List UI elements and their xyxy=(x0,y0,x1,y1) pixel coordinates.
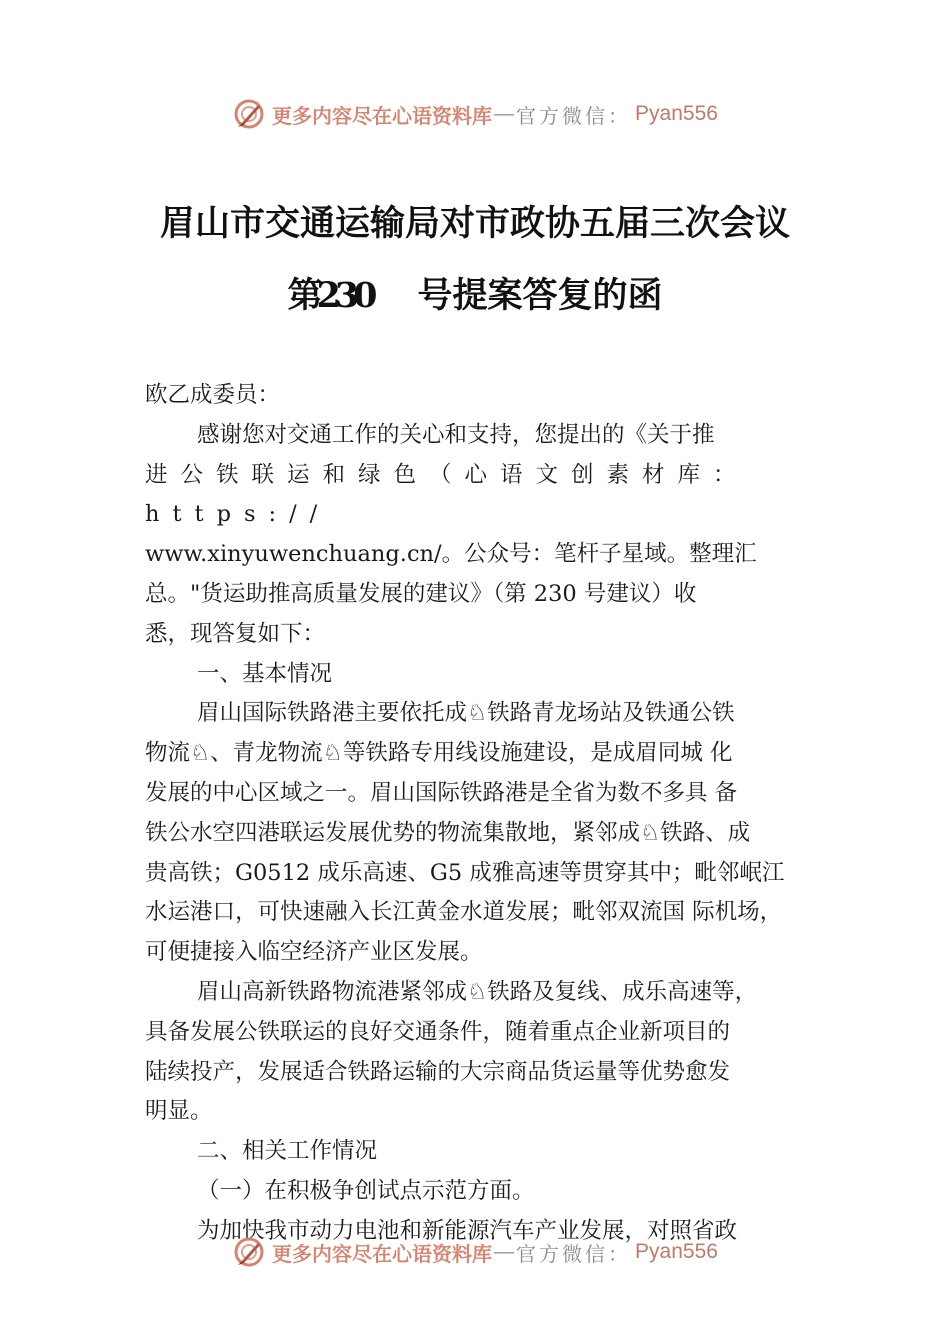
section1-p1-line-4: 铁公水空四港联运发展优势的物流集散地，紧邻成♘铁路、成 xyxy=(145,819,751,846)
header-banner xyxy=(0,94,950,134)
banner-wechat-id: Pyan556 xyxy=(635,102,718,125)
document-title-rest: 号提案答复的函 xyxy=(417,275,663,316)
banner-brand-text: 更多内容尽在心语资料库 xyxy=(272,1241,493,1266)
section1-p2-line-2: 具备发展公铁联运的良好交通条件，随着重点企业新项目的 xyxy=(145,1018,731,1045)
section1-p2-line-4: 明显。 xyxy=(145,1098,213,1125)
section1-p1-line-6: 水运港口，可快速融入长江黄金水道发展；毗邻双流国 际机场， xyxy=(145,899,783,926)
section1-p1-line-7: 可便捷接入临空经济产业区发展。 xyxy=(145,939,483,966)
brand-logo-icon xyxy=(232,97,266,131)
banner-dash: — xyxy=(494,102,515,125)
intro-line-1: 感谢您对交通工作的关心和支持，您提出的《关于推 xyxy=(197,421,715,448)
banner-wechat-label: 官方微信： xyxy=(516,103,632,128)
banner-dash: — xyxy=(494,1240,515,1263)
document-title-line1: 眉山市交通运输局对市政协五届三次会议 xyxy=(159,203,790,244)
section2-heading: 二、相关工作情况 xyxy=(197,1138,378,1165)
section1-p1-line-2: 物流♘、青龙物流♘等铁路专用线设施建设，是成眉同城 化 xyxy=(145,740,733,767)
intro-line-3: www.xinyuwenchuang.cn/。公众号：笔杆子星域。整理汇 xyxy=(145,541,757,568)
section2-subheading-1: （一）在积极争创试点示范方面。 xyxy=(197,1177,535,1204)
footer-banner xyxy=(0,1232,950,1272)
intro-line-4: 总。"货运助推高质量发展的建议》（第 230 号建议）收 xyxy=(145,580,697,607)
intro-line-5: 悉，现答复如下： xyxy=(145,620,326,647)
section1-p1-line-3: 发展的中心区域之一。眉山国际铁路港是全省为数不多具 备 xyxy=(145,779,738,806)
banner-brand-text: 更多内容尽在心语资料库 xyxy=(272,103,493,128)
brand-logo-icon xyxy=(232,1235,266,1269)
section1-p2-line-3: 陆续投产，发展适合铁路运输的大宗商品货运量等优势愈发 xyxy=(145,1058,731,1085)
section1-heading: 一、基本情况 xyxy=(197,660,333,687)
section1-p1-line-5: 贵高铁；G0512 成乐高速、G5 成雅高速等贯穿其中；毗邻岷江 xyxy=(145,859,785,886)
banner-wechat-id: Pyan556 xyxy=(635,1240,718,1263)
document-body xyxy=(145,376,835,1252)
section1-p2-line-1: 眉山高新铁路物流港紧邻成♘铁路及复线、成乐高速等， xyxy=(197,978,758,1005)
section2-p1-line-1: 为加快我市动力电池和新能源汽车产业发展，对照省政 xyxy=(197,1217,738,1244)
banner-wechat-label: 官方微信： xyxy=(516,1241,632,1266)
document-title-line2 xyxy=(0,268,950,318)
section1-p1-line-1: 眉山国际铁路港主要依托成♘铁路青龙场站及铁通公铁 xyxy=(197,700,735,727)
document-title-number: 第230 xyxy=(287,275,372,316)
salutation: 欧乙成委员： xyxy=(145,382,281,408)
intro-line-2: 进公铁联运和绿色（心语文创素材库：https:// xyxy=(145,461,749,528)
